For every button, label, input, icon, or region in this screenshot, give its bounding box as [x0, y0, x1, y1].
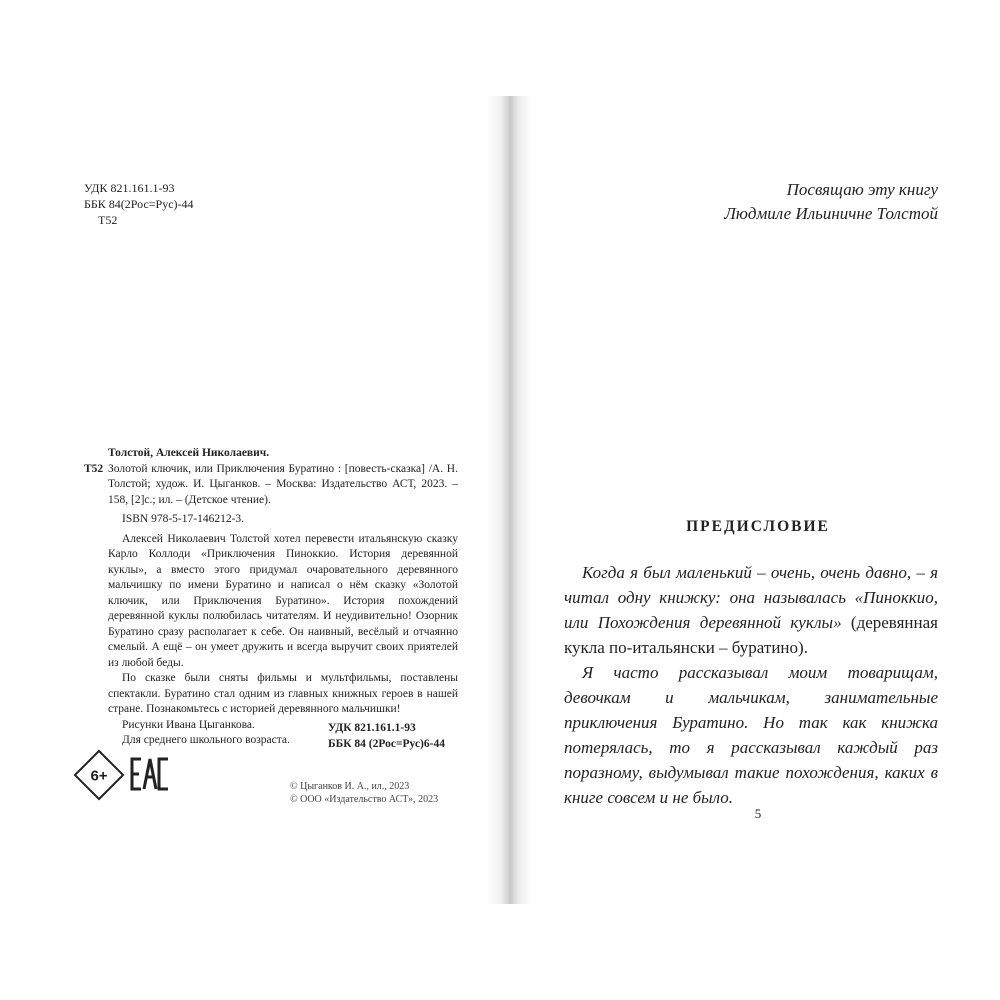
eac-certification-mark	[130, 756, 170, 792]
author-name: Толстой, Алексей Николаевич.	[108, 447, 270, 459]
preface-paragraph-1-upright: (деревянная кукла по-итальянски – буратино).	[564, 613, 938, 657]
page-number: 5	[754, 806, 762, 821]
bbk-code: ББК 84(2Рос=Рус)-44	[84, 197, 194, 211]
udk-code-bottom: УДК 821.161.1-93	[328, 722, 416, 734]
preface-paragraph-2: Я часто рассказывал моим товарищам, девочкам и мальчикам, занимательные приключения Буратино. Но так как книжка потерялась, то я рассказывал каждый раз поразному, выдумывал такие похождения, каких в книге совсем и не было.	[564, 663, 938, 807]
age-group-note: Для среднего школьного возраста.	[122, 734, 290, 746]
udk-code: УДК 821.161.1-93	[84, 181, 175, 195]
isbn: ISBN 978-5-17-146212-3.	[122, 513, 245, 525]
classification-top	[84, 180, 194, 228]
preface-paragraph-1	[564, 560, 938, 660]
annotation-paragraph-1: Алексей Николаевич Толстой хотел перевести итальянскую сказку Карло Коллоди «Приключения Пиноккио. История деревянной куклы», а вместо этого придумал очаровательного деревянного мальчишку по имени Буратино и написал о нём сказку «Золотой ключик, или Приключения Буратино». История похождений деревянной куклы полюбилась читателям. И неудивительно! Озорник Буратино сразу располагает к себе. Он наивный, весёлый и отчаянно смелый. А ещё – он умеет дружить и всегда выручит своих приятелей из любой беды.	[108, 532, 458, 669]
title-entry	[84, 462, 458, 509]
copyright-publisher: © ООО «Издательство АСТ», 2023	[290, 794, 439, 805]
bibliographic-record	[84, 446, 458, 749]
author-sign: Т52	[98, 213, 118, 227]
preface-heading: ПРЕДИСЛОВИЕ	[686, 518, 830, 535]
author-sign-code: Т52	[84, 462, 104, 475]
classification-bottom	[328, 720, 445, 752]
copyright-illustrator: © Цыганков И. А., ил., 2023	[290, 781, 410, 792]
bbk-code-bottom: ББК 84 (2Рос=Рус)6-44	[328, 738, 445, 750]
dedication	[724, 178, 938, 226]
age-rating-text: 6+	[90, 767, 108, 785]
illustrator-note: Рисунки Ивана Цыганкова.	[122, 718, 255, 731]
annotation-paragraph-2: По сказке были сняты фильмы и мультфильмы, поставлены спектакли. Буратино стал одним из главных книжных героев в нашей стране. Познакомьтесь с историей деревянного мальчишки!	[108, 672, 458, 715]
dedication-line-2: Людмиле Ильиничне Толстой	[724, 204, 938, 223]
preface-paragraph-1-italic: Когда я был маленький – очень, очень давно, – я читал одну книжку: она называлась «Пиноккио, или Похождения деревянной куклы»	[564, 563, 938, 632]
age-rating-badge	[70, 746, 128, 804]
preface-text	[564, 560, 938, 810]
title-entry-text: Золотой ключик, или Приключения Буратино : [повесть-сказка] /А. Н. Толстой; худож. И. Цыганков. – Москва: Издательство АСТ, 2023. – 158, [2]с.; ил. – (Детское чтение).	[108, 462, 458, 506]
copyright-notice	[290, 780, 438, 806]
right-page	[516, 0, 1000, 1000]
dedication-line-1: Посвящаю эту книгу	[786, 180, 938, 199]
